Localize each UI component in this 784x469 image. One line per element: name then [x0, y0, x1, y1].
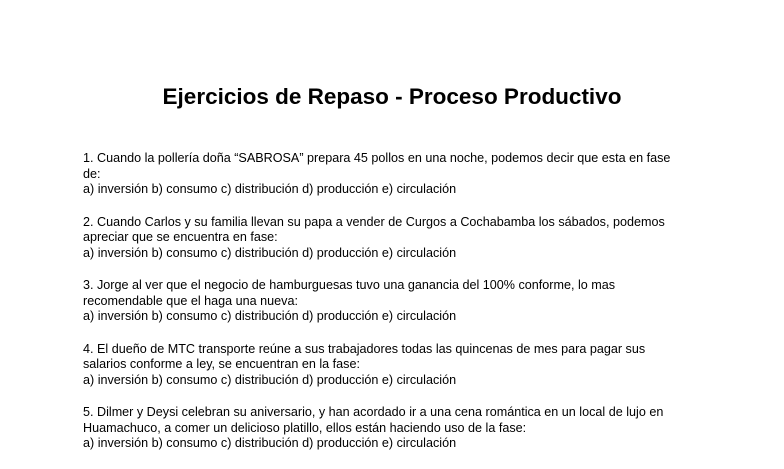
question-3 — [83, 278, 723, 325]
question-1-line-2: de: — [83, 166, 101, 181]
page-title: Ejercicios de Repaso - Proceso Productivo — [162, 84, 622, 109]
question-3-line-1: 3. Jorge al ver que el negocio de hamburguesas tuvo una ganancia del 100% conforme, lo mas — [83, 278, 616, 292]
question-4-line-2: salarios conforme a ley, se encuentran en la fase: — [83, 357, 360, 371]
question-2-line-1: 2. Cuando Carlos y su familia llevan su papa a vender de Curgos a Cochabamba los sábados, podemos — [83, 214, 665, 229]
question-2-line-2: apreciar que se encuentra en fase: — [83, 230, 278, 244]
question-4-line-1: 4. El dueño de MTC transporte reúne a sus trabajadores todas las quincenas de mes para pagar sus — [83, 341, 646, 356]
question-1 — [83, 151, 723, 198]
question-3-options: a) inversión b) consumo c) distribución d) producción e) circulación — [83, 309, 457, 323]
question-5-line-1: 5. Dilmer y Deysi celebran su aniversario, y han acordado ir a una cena romántica en un local de lujo en — [83, 405, 664, 419]
question-4-options: a) inversión b) consumo c) distribución d) producción e) circulación — [83, 372, 457, 387]
question-3-line-2: recomendable que el haga una nueva: — [83, 293, 298, 308]
question-1-line-1: 1. Cuando la pollería doña “SABROSA” prepara 45 pollos en una noche, podemos decir que esta en fase — [83, 151, 671, 165]
question-4 — [83, 342, 723, 389]
question-5-options: a) inversión b) consumo c) distribución d) producción e) circulación — [83, 436, 457, 450]
question-1-options: a) inversión b) consumo c) distribución d) producción e) circulación — [83, 182, 457, 196]
question-5-line-2: Huamachuco, a comer un delicioso platillo, ellos están haciendo uso de la fase: — [83, 420, 527, 435]
question-2-options: a) inversión b) consumo c) distribución d) producción e) circulación — [83, 245, 457, 260]
question-2 — [83, 215, 723, 262]
question-5 — [83, 405, 723, 452]
question-list — [83, 151, 723, 469]
